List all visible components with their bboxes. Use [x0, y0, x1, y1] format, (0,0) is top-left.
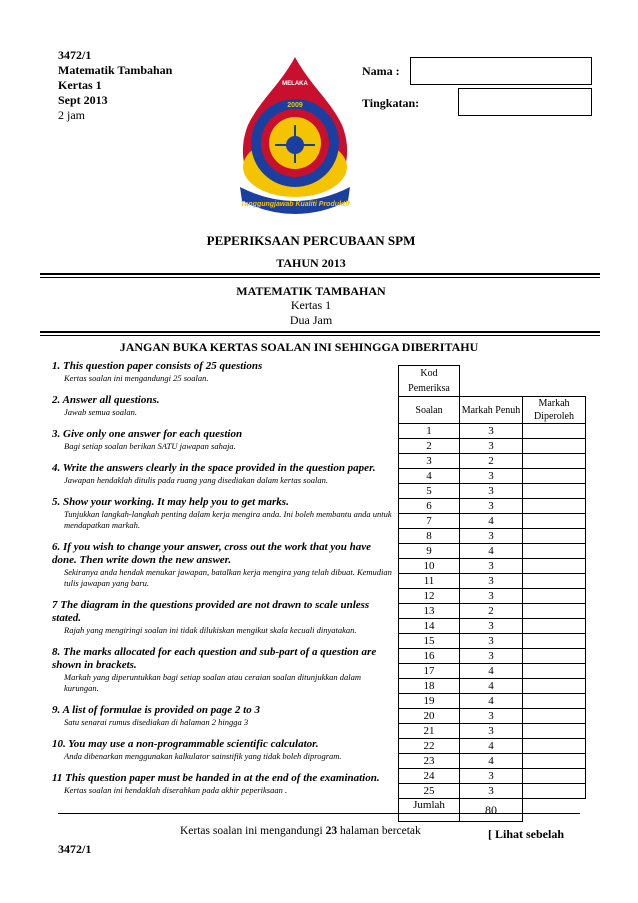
obtained-marks-cell[interactable] [523, 739, 586, 754]
full-marks: 3 [460, 724, 523, 739]
subject-name: Matematik Tambahan [58, 63, 173, 77]
rule-top-1 [40, 273, 600, 275]
emblem-state: MELAKA [282, 81, 308, 87]
question-number: 24 [399, 769, 460, 784]
full-marks: 4 [460, 664, 523, 679]
marks-row [399, 529, 586, 544]
full-marks: 4 [460, 754, 523, 769]
total-full: 80 [460, 799, 523, 822]
marks-row [399, 484, 586, 499]
emblem-year: 2009 [287, 102, 303, 109]
marks-row [399, 589, 586, 604]
obtained-marks-cell[interactable] [523, 769, 586, 784]
marks-row [399, 649, 586, 664]
marks-row [399, 604, 586, 619]
obtained-marks-cell[interactable] [523, 574, 586, 589]
obtained-marks-cell[interactable] [523, 499, 586, 514]
question-number: 8 [399, 529, 460, 544]
full-marks: 3 [460, 529, 523, 544]
marks-row [399, 424, 586, 439]
obtained-marks-cell[interactable] [523, 664, 586, 679]
full-marks: 3 [460, 439, 523, 454]
marks-body [399, 424, 586, 799]
obtained-marks-cell[interactable] [523, 694, 586, 709]
marks-row [399, 544, 586, 559]
form-label: Tingkatan: [362, 96, 420, 110]
obtained-marks-cell[interactable] [523, 649, 586, 664]
rule-top-2 [40, 277, 600, 278]
obtained-marks-cell[interactable] [523, 604, 586, 619]
instruction-item: 8. The marks allocated for each question and sub-part of a question are shown in brackets. Markah yang diperuntukkan bagi setiap soalan atau ceraian soalan ditunjukkan dalam kurungan. [52, 646, 377, 693]
full-marks: 3 [460, 649, 523, 664]
question-number: 6 [399, 499, 460, 514]
exam-date: Sept 2013 [58, 93, 108, 107]
question-number: 17 [399, 664, 460, 679]
instruction-item: 1. This question paper consists of 25 questions Kertas soalan ini mengandungi 25 soalan. [52, 360, 263, 383]
obtained-marks-cell[interactable] [523, 529, 586, 544]
obtained-marks-cell[interactable] [523, 619, 586, 634]
full-marks: 2 [460, 454, 523, 469]
marks-row [399, 754, 586, 769]
instruction-item: 9. A list of formulae is provided on page 2 to 3 Satu senarai rumus disediakan di halaman 2 hingga 3 [52, 704, 260, 727]
total-label: Jumlah [399, 799, 460, 822]
marks-row [399, 574, 586, 589]
instruction-item: 7 The diagram in the questions provided are not drawn to scale unless stated. Rajah yang mengiringi soalan ini tidak dilukiskan mengikut skala kecuali dinyatakan. [52, 599, 370, 635]
full-marks: 3 [460, 499, 523, 514]
instruction-item: 4. Write the answers clearly in the space provided in the question paper. Jawapan hendaklah ditulis pada ruang yang disediakan dalam kertas soalan. [52, 462, 376, 485]
marks-row [399, 439, 586, 454]
question-number: 22 [399, 739, 460, 754]
marks-row [399, 679, 586, 694]
question-number: 21 [399, 724, 460, 739]
full-marks: 4 [460, 544, 523, 559]
full-marks: 3 [460, 589, 523, 604]
exam-duration: 2 jam [58, 108, 85, 122]
full-marks: 4 [460, 694, 523, 709]
full-marks: 3 [460, 784, 523, 799]
obtained-marks-cell[interactable] [523, 679, 586, 694]
marks-row [399, 769, 586, 784]
instruction-item: 10. You may use a non-programmable scientific calculator. Anda dibenarkan menggunakan kalkulator sainstifik yang tidak boleh diprogram. [52, 738, 342, 761]
marks-row [399, 514, 586, 529]
question-number: 11 [399, 574, 460, 589]
question-number: 12 [399, 589, 460, 604]
marks-row [399, 499, 586, 514]
obtained-marks-cell[interactable] [523, 754, 586, 769]
question-number: 18 [399, 679, 460, 694]
col-soalan: Soalan [399, 397, 460, 424]
instruction-item: 2. Answer all questions. Jawab semua soalan. [52, 394, 160, 417]
obtained-marks-cell[interactable] [523, 634, 586, 649]
question-number: 25 [399, 784, 460, 799]
obtained-marks-cell[interactable] [523, 469, 586, 484]
instruction-item: 5. Show your working. It may help you to get marks. Tunjukkan langkah-langkah penting dalam kerja mengira anda. Ini boleh membantu anda untuk mendapatkan markah. [52, 496, 392, 530]
emblem-motto: Tanggungjawab Kualiti Produktif [240, 201, 350, 208]
name-label: Nama : [362, 64, 400, 78]
obtained-marks-cell[interactable] [523, 484, 586, 499]
question-number: 13 [399, 604, 460, 619]
obtained-marks-cell[interactable] [523, 784, 586, 799]
full-marks: 3 [460, 634, 523, 649]
full-marks: 4 [460, 514, 523, 529]
footer-rule [58, 813, 580, 814]
marks-row [399, 709, 586, 724]
instruction-item: 6. If you wish to change your answer, cross out the work that you have done. Then write down the new answer. Sekiranya anda hendak menukar jawapan, batalkan kerja mengira yang telah dibuat. Kemudian tulis jawapan yang baru. [52, 541, 392, 588]
marks-row [399, 739, 586, 754]
obtained-marks-cell[interactable] [523, 559, 586, 574]
full-marks: 4 [460, 679, 523, 694]
obtained-marks-cell[interactable] [523, 709, 586, 724]
question-number: 10 [399, 559, 460, 574]
question-number: 3 [399, 454, 460, 469]
instruction-item: 3. Give only one answer for each question Bagi setiap soalan berikan SATU jawapan sahaja. [52, 428, 243, 451]
marks-row [399, 784, 586, 799]
full-marks: 3 [460, 709, 523, 724]
next-page-label: [ Lihat sebelah [488, 827, 565, 841]
question-number: 7 [399, 514, 460, 529]
exam-duration-text: Dua Jam [289, 313, 333, 327]
col-markah-diperoleh: Markah Diperoleh [523, 397, 586, 424]
full-marks: 3 [460, 559, 523, 574]
obtained-marks-cell[interactable] [523, 724, 586, 739]
question-number: 16 [399, 649, 460, 664]
page-count-text: Kertas soalan ini mengandungi 23 halaman bercetak [180, 825, 421, 837]
warning-text: JANGAN BUKA KERTAS SOALAN INI SEHINGGA DIBERITAHU [119, 340, 479, 354]
paper-code: 3472/1 [58, 48, 92, 62]
school-emblem [230, 55, 360, 225]
obtained-marks-cell[interactable] [523, 439, 586, 454]
exam-title: PEPERIKSAAN PERCUBAAN SPM [206, 233, 416, 248]
question-number: 14 [399, 619, 460, 634]
exam-subject: MATEMATIK TAMBAHAN [236, 284, 386, 298]
full-marks: 3 [460, 484, 523, 499]
kod-pemeriksa-label: Kod Pemeriksa [399, 366, 460, 397]
marks-row [399, 469, 586, 484]
exam-paper: Kertas 1 [290, 298, 332, 312]
obtained-marks-cell[interactable] [523, 589, 586, 604]
full-marks: 3 [460, 469, 523, 484]
rule-mid-1 [40, 331, 600, 333]
marks-table-wrap [398, 365, 586, 822]
name-field[interactable] [410, 57, 592, 85]
full-marks: 4 [460, 739, 523, 754]
question-number: 1 [399, 424, 460, 439]
full-marks: 3 [460, 574, 523, 589]
col-markah-penuh: Markah Penuh [460, 397, 523, 424]
full-marks: 3 [460, 619, 523, 634]
question-number: 9 [399, 544, 460, 559]
marks-row [399, 634, 586, 649]
footer-code: 3472/1 [58, 842, 92, 856]
question-number: 15 [399, 634, 460, 649]
marks-row [399, 664, 586, 679]
marks-row [399, 454, 586, 469]
rule-mid-2 [40, 335, 600, 336]
form-field[interactable] [458, 88, 592, 116]
question-number: 19 [399, 694, 460, 709]
paper-number: Kertas 1 [58, 78, 102, 92]
obtained-marks-cell[interactable] [523, 454, 586, 469]
full-marks: 3 [460, 769, 523, 784]
obtained-marks-cell[interactable] [523, 424, 586, 439]
instructions-list [52, 360, 392, 806]
marks-table [398, 365, 586, 822]
full-marks: 3 [460, 424, 523, 439]
instruction-item: 11 This question paper must be handed in at the end of the examination. Kertas soalan ini hendaklah diserahkan pada akhir peperiksaan . [52, 772, 380, 795]
marks-row [399, 559, 586, 574]
obtained-marks-cell[interactable] [523, 514, 586, 529]
obtained-marks-cell[interactable] [523, 544, 586, 559]
exam-year: TAHUN 2013 [276, 256, 346, 270]
full-marks: 2 [460, 604, 523, 619]
question-number: 5 [399, 484, 460, 499]
question-number: 20 [399, 709, 460, 724]
question-number: 23 [399, 754, 460, 769]
marks-row [399, 694, 586, 709]
question-number: 4 [399, 469, 460, 484]
marks-row [399, 619, 586, 634]
question-number: 2 [399, 439, 460, 454]
marks-row [399, 724, 586, 739]
